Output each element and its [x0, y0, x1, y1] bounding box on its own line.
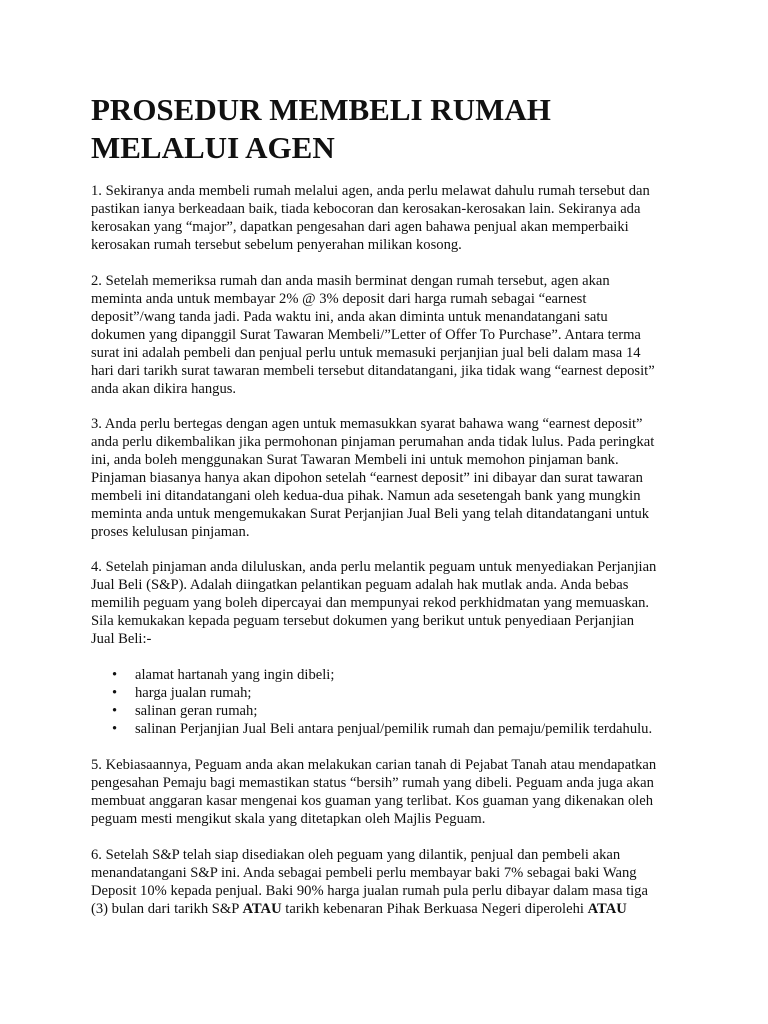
paragraph-6-line: menandatangani S&P ini. Anda sebagai pembeli perlu membayar baki 7% sebagai baki Wang	[91, 865, 637, 881]
bullet-item: alamat hartanah yang ingin dibeli;	[135, 667, 335, 683]
paragraph-1-line: pastikan ianya berkeadaan baik, tiada kebocoran dan kerosakan-kerosakan lain. Sekiranya ada	[91, 201, 641, 217]
paragraph-4-line: Jual Beli:-	[91, 631, 152, 647]
paragraph-1-line: kerosakan rumah tersebut sebelum penyerahan milikan kosong.	[91, 237, 462, 253]
paragraph-2-line: dokumen yang dipanggil Surat Tawaran Membeli/”Letter of Offer To Purchase”. Antara terma	[91, 327, 641, 343]
paragraph-6-line	[91, 900, 627, 918]
paragraph-4-line: memilih peguam yang boleh dipercayai dan mempunyai rekod perkhidmatan yang memuaskan.	[91, 595, 650, 611]
paragraph-1-line: kerosakan yang “major”, dapatkan pengesahan dari agen bahawa penjual akan memperbaiki	[91, 219, 629, 235]
paragraph-1-line: 1. Sekiranya anda membeli rumah melalui agen, anda perlu melawat dahulu rumah tersebut dan	[91, 183, 650, 199]
paragraph-2-line: 2. Setelah memeriksa rumah dan anda masih berminat dengan rumah tersebut, agen akan	[91, 273, 610, 289]
title-line-1: PROSEDUR MEMBELI RUMAH	[91, 92, 551, 127]
paragraph-3-line: ini, anda boleh menggunakan Surat Tawaran Membeli ini untuk memohon pinjaman bank.	[91, 452, 619, 468]
emphasis-atau: ATAU	[587, 901, 627, 917]
bullet-item: salinan Perjanjian Jual Beli antara penjual/pemilik rumah dan pemaju/pemilik terdahulu.	[135, 721, 653, 737]
bullet-item: salinan geran rumah;	[135, 703, 258, 719]
paragraph-5-line: peguam mesti mengikut skala yang ditetapkan oleh Majlis Peguam.	[91, 811, 486, 827]
title-line-2: MELALUI AGEN	[91, 130, 335, 165]
paragraph-5-line: pengesahan Pemaju bagi memastikan status “bersih” rumah yang dibeli. Peguam anda juga akan	[91, 775, 654, 791]
paragraph-5-line: 5. Kebiasaannya, Peguam anda akan melakukan carian tanah di Pejabat Tanah atau mendapatkan	[91, 757, 657, 773]
paragraph-5-line: membuat anggaran kasar mengenai kos guaman yang terlibat. Kos guaman yang dikenakan oleh	[91, 793, 654, 809]
paragraph-2-line: hari dari tarikh surat tawaran membeli tersebut ditandatangani, jika tidak wang “earnest deposit”	[91, 363, 655, 379]
paragraph-6-line: 6. Setelah S&P telah siap disediakan oleh peguam yang dilantik, penjual dan pembeli akan	[91, 847, 621, 863]
bullet-dot: •	[112, 685, 118, 701]
paragraph-3-line: proses kelulusan pinjaman.	[91, 524, 250, 540]
bullet-dot: •	[112, 721, 118, 737]
text-run: tarikh kebenaran Pihak Berkuasa Negeri diperolehi	[281, 901, 588, 917]
paragraph-3-line: 3. Anda perlu bertegas dengan agen untuk memasukkan syarat bahawa wang “earnest deposit”	[91, 416, 643, 432]
paragraph-4-line: Sila kemukakan kepada peguam tersebut dokumen yang berikut untuk penyediaan Perjanjian	[91, 613, 635, 629]
paragraph-4-line: 4. Setelah pinjaman anda diluluskan, anda perlu melantik peguam untuk menyediakan Perjanjian	[91, 559, 657, 575]
text-run: (3) bulan dari tarikh S&P	[91, 901, 243, 917]
bullet-item: harga jualan rumah;	[135, 685, 252, 701]
paragraph-3-line: membeli ini ditandatangani oleh kedua-dua pihak. Namun ada sesetengah bank yang mungkin	[91, 488, 641, 504]
paragraph-4-line: Jual Beli (S&P). Adalah diingatkan pelantikan peguam adalah hak mutlak anda. Anda bebas	[91, 577, 629, 593]
paragraph-6-line: Deposit 10% kepada penjual. Baki 90% harga jualan rumah pula perlu dibayar dalam masa tiga	[91, 883, 648, 899]
paragraph-2-line: meminta anda untuk membayar 2% @ 3% deposit dari harga rumah sebagai “earnest	[91, 291, 587, 307]
emphasis-atau: ATAU	[242, 901, 282, 917]
paragraph-2-line: anda akan dikira hangus.	[91, 381, 237, 397]
bullet-dot: •	[112, 703, 118, 719]
paragraph-3-line: Pinjaman biasanya hanya akan dipohon setelah “earnest deposit” ini dibayar dan surat tawaran	[91, 470, 643, 486]
bullet-dot: •	[112, 667, 118, 683]
paragraph-3-line: meminta anda untuk mengemukakan Surat Perjanjian Jual Beli yang telah ditandatangani untuk	[91, 506, 650, 522]
paragraph-2-line: surat ini adalah pembeli dan penjual perlu untuk memasuki perjanjian jual beli dalam masa 14	[91, 345, 641, 361]
paragraph-2-line: deposit”/wang tanda jadi. Pada waktu ini, anda akan diminta untuk menandatangani satu	[91, 309, 608, 325]
document-title	[91, 91, 691, 167]
paragraph-3-line: anda perlu dikembalikan jika permohonan pinjaman perumahan anda tidak lulus. Pada peringkat	[91, 434, 655, 450]
